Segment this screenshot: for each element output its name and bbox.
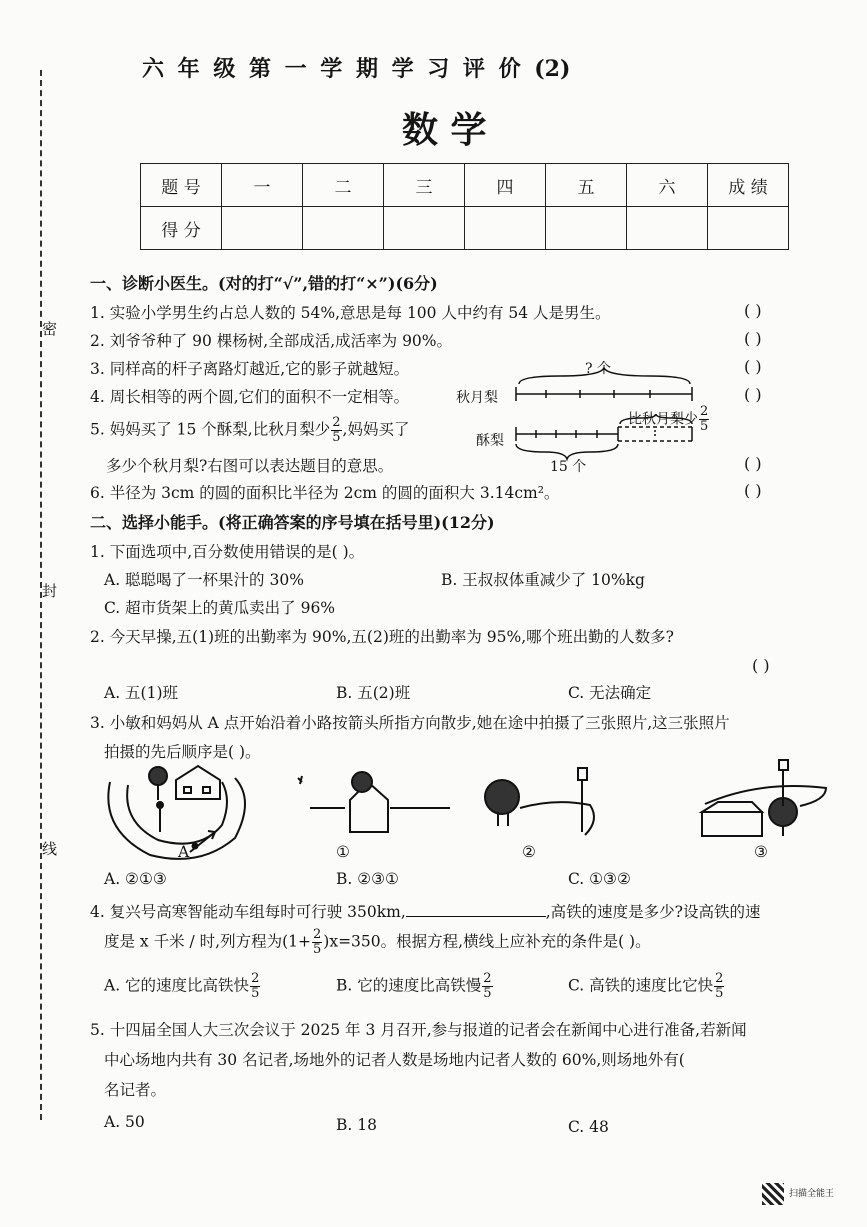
watermark-text: 扫描全能王: [789, 1189, 835, 1199]
photo-label-1: ①: [336, 843, 350, 861]
s1-item-6: 6. 半径为 3cm 的圆的面积比半径为 2cm 的圆的面积大 3.14cm²。: [90, 484, 560, 502]
s1-item-5-text: 5. 妈妈买了 15 个酥梨,比秋月梨少: [90, 420, 331, 439]
q4-line1-a: 4. 复兴号高寒智能动车组每时可行驶 350km,: [90, 903, 406, 921]
q3-line1: 3. 小敏和妈妈从 A 点开始沿着小路按箭头所指方向散步,她在途中拍摄了三张照片,这三张照片: [90, 714, 730, 732]
diagram-side-label: 比秋月梨少 $\frac{2}{5}$: [628, 404, 709, 434]
score-cell: 题 号: [141, 164, 222, 207]
score-cell: 三: [384, 164, 465, 207]
s1-item-2: 2. 刘爷爷种了 90 棵杨树,全部成活,成活率为 90%。: [90, 332, 453, 350]
answer-paren[interactable]: ( ): [744, 481, 762, 500]
diagram-bottom-label: 15 个: [550, 459, 587, 475]
s1-item-5-line2: 多少个秋月梨?右图可以表达题目的意思。: [106, 457, 394, 475]
q4-option-b[interactable]: B. 它的速度比高铁慢 $\frac{2}{5}$: [336, 971, 492, 1001]
binding-feng: 封: [42, 582, 58, 600]
q5-line2: 中心场地内共有 30 名记者,场地外的记者人数是场地内记者人数的 60%,则场地外有(: [104, 1051, 685, 1069]
fraction: $\frac{2}{5}$: [313, 927, 322, 957]
q4-blank[interactable]: [406, 902, 546, 917]
q2-option-c[interactable]: C. 无法确定: [568, 684, 652, 702]
score-cell: 二: [303, 164, 384, 207]
answer-paren[interactable]: ( ): [744, 385, 762, 404]
binding-xian: 线: [42, 840, 58, 858]
fraction: $\frac{2}{5}$: [332, 415, 341, 445]
q4-option-a[interactable]: A. 它的速度比高铁快 $\frac{2}{5}$: [104, 971, 260, 1001]
subject-title: 数 学: [402, 109, 487, 151]
score-cell: 四: [465, 164, 546, 207]
q1-text: 1. 下面选项中,百分数使用错误的是( )。: [90, 543, 365, 561]
q5-option-c[interactable]: C. 48: [568, 1118, 609, 1136]
answer-paren[interactable]: ( ): [744, 329, 762, 348]
q1-option-a[interactable]: A. 聪聪喝了一杯果汁的 30%: [104, 571, 304, 589]
s1-item-3: 3. 同样高的杆子离路灯越近,它的影子就越短。: [90, 360, 410, 378]
q3-option-b[interactable]: B. ②③①: [336, 870, 399, 888]
score-cell: 六: [627, 164, 708, 207]
diagram-row1-label: 秋月梨: [456, 390, 498, 406]
qr-code-icon: [762, 1183, 784, 1205]
q4-option-c[interactable]: C. 高铁的速度比它快 $\frac{2}{5}$: [568, 971, 724, 1001]
q4-line1-b: ,高铁的速度是多少?设高铁的速: [545, 903, 761, 921]
q5-option-a[interactable]: A. 50: [104, 1113, 145, 1131]
diagram-top-label: ? 个: [585, 361, 611, 377]
answer-paren[interactable]: ( ): [744, 454, 762, 473]
q2-text: 2. 今天早操,五(1)班的出勤率为 90%,五(2)班的出勤率为 95%,哪个班出勤的人数多?: [90, 628, 674, 646]
score-cell: 五: [546, 164, 627, 207]
photo-label-2: ②: [522, 843, 536, 861]
score-cell: 一: [222, 164, 303, 207]
q3-line2: 拍摄的先后顺序是( )。: [104, 743, 261, 761]
diagram-row2-label: 酥梨: [476, 433, 504, 449]
exam-header: 六 年 级 第 一 学 期 学 习 评 价 (2): [142, 56, 571, 82]
score-label: 得 分: [141, 207, 222, 250]
q5-option-b[interactable]: B. 18: [336, 1116, 377, 1134]
score-cell: 成 绩: [708, 164, 789, 207]
section2-heading: 二、选择小能手。(将正确答案的序号填在括号里)(12分): [90, 513, 495, 532]
section1-heading: 一、诊断小医生。(对的打“√”,错的打“×”)(6分): [90, 274, 438, 293]
q2-option-b[interactable]: B. 五(2)班: [336, 684, 411, 702]
q5-line1: 5. 十四届全国人大三次会议于 2025 年 3 月召开,参与报道的记者会在新闻中心进行准备,若新闻: [90, 1021, 747, 1039]
s1-item-4: 4. 周长相等的两个圆,它们的面积不一定相等。: [90, 388, 410, 406]
q1-option-c[interactable]: C. 超市货架上的黄瓜卖出了 96%: [104, 599, 336, 617]
binding-mi: 密: [42, 320, 58, 338]
q3-point-label: A: [178, 843, 190, 861]
s1-item-1: 1. 实验小学男生约占总人数的 54%,意思是每 100 人中约有 54 人是男生。: [90, 304, 611, 322]
q4-line1: [90, 900, 761, 922]
q3-option-c[interactable]: C. ①③②: [568, 870, 631, 888]
answer-paren[interactable]: ( ): [752, 656, 770, 675]
q5-line3: 名记者。: [104, 1081, 167, 1099]
q1-option-b[interactable]: B. 王叔叔体重减少了 10%kg: [441, 571, 645, 589]
answer-paren[interactable]: ( ): [744, 301, 762, 320]
answer-paren[interactable]: ( ): [744, 357, 762, 376]
s1-item-5-tail: ,妈妈买了: [342, 420, 410, 439]
q3-option-a[interactable]: A. ②①③: [104, 870, 167, 888]
photo-label-3: ③: [754, 843, 768, 861]
q4-line2: 度是 x 千米 / 时,列方程为(1+ $\frac{2}{5}$ )x=350。根据方程,横线上应补充的条件是( )。: [104, 927, 651, 957]
q2-option-a[interactable]: A. 五(1)班: [104, 684, 179, 702]
